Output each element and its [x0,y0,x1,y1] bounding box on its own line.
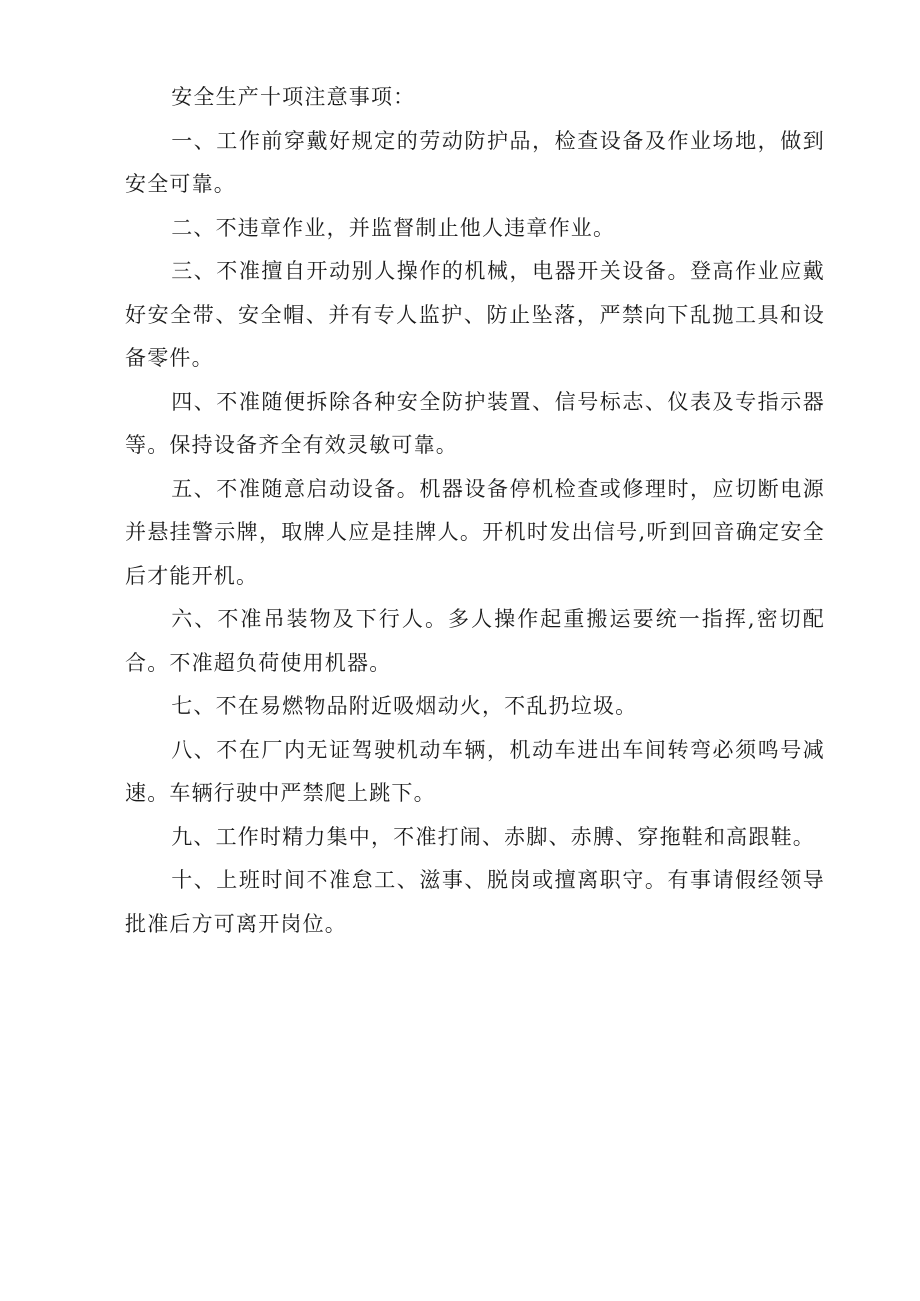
safety-item-5: 五、不准随意启动设备。机器设备停机检查或修理时，应切断电源并悬挂警示牌，取牌人应是挂牌人。开机时发出信号,听到回音确定安全后才能开机。 [125,476,825,588]
safety-item-10: 十、上班时间不准怠工、滋事、脱岗或擅离职守。有事请假经领导批准后方可离开岗位。 [125,868,825,936]
safety-item-9: 九、工作时精力集中，不准打闹、赤脚、赤膊、穿拖鞋和高跟鞋。 [171,824,815,849]
safety-item-6: 六、不准吊装物及下行人。多人操作起重搬运要统一指挥,密切配合。不准超负荷使用机器。 [125,607,825,675]
safety-item-1: 一、工作前穿戴好规定的劳动防护品，检查设备及作业场地，做到安全可靠。 [125,128,825,196]
document-heading: 安全生产十项注意事项： [171,85,416,109]
safety-item-2: 二、不违章作业，并监督制止他人违章作业。 [171,215,616,240]
safety-item-8: 八、不在厂内无证驾驶机动车辆，机动车进出车间转弯必须鸣号减速。车辆行驶中严禁爬上跳下。 [125,737,825,805]
safety-item-3: 三、不准擅自开动别人操作的机械，电器开关设备。登高作业应戴好安全带、安全帽、并有专人监护、防止坠落，严禁向下乱抛工具和设备零件。 [125,259,825,370]
safety-item-7: 七、不在易燃物品附近吸烟动火，不乱扔垃圾。 [171,694,638,718]
safety-item-4: 四、不准随便拆除各种安全防护装置、信号标志、仪表及专指示器等。保持设备齐全有效灵敏可靠。 [125,389,825,457]
document-body [125,76,825,946]
